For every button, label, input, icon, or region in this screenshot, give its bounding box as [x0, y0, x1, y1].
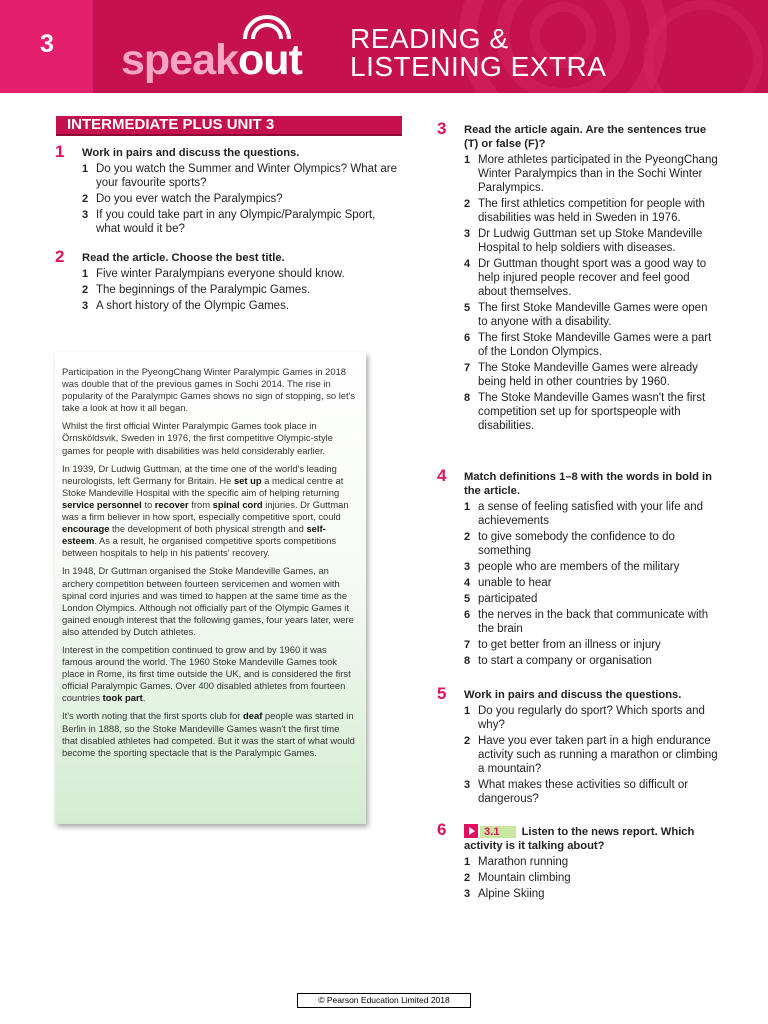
list-item: 3 Alpine Skiing [464, 888, 545, 900]
exercise-4-number: 4 [437, 466, 447, 485]
logo-arcs-icon [237, 13, 297, 41]
list-item: 1 More athletes participated in the PyeongChang Winter Paralympics than in the Sochi Winter Paralympics. [464, 154, 718, 194]
exercise-6 [464, 824, 718, 901]
list-item: 3 Dr Ludwig Guttman set up Stoke Mandeville Hospital to help soldiers with diseases. [464, 228, 703, 254]
play-audio-icon[interactable] [464, 824, 478, 838]
bold-word: spinal cord [212, 498, 263, 510]
list-item: 2 The first athletics competition for people with disabilities was held in Sweden in 1976. [464, 198, 705, 224]
logo-speak: speak [121, 36, 238, 84]
exercise-2-number: 2 [55, 247, 65, 266]
list-item: 6 The first Stoke Mandeville Games were a part of the London Olympics. [464, 332, 712, 358]
list-item: 1 Do you watch the Summer and Winter Olympics? What are your favourite sports? [82, 163, 398, 189]
bold-word: deaf [243, 710, 263, 722]
bold-word: recover [154, 498, 189, 510]
unit-number-box [0, 0, 93, 93]
exercise-6-number: 6 [437, 820, 447, 839]
bold-word: took part [102, 692, 143, 704]
list-item: 2 Mountain climbing [464, 872, 571, 884]
page-title [350, 25, 606, 81]
article-paragraph: It's worth noting that the first sports club for deaf people was started in Berlin in 1888, so the Stoke Mandeville Games wasn't the first time that disabled athletes had competed. But it was the start of what would become the sporting spectacle that is the Paralympic Games. [62, 710, 355, 758]
list-item: 4 unable to hear [464, 577, 552, 589]
list-item: 7 The Stoke Mandeville Games were already being held in other countries by 1960. [464, 362, 698, 388]
exercise-3-instruction: Read the article again. Are the sentences true (T) or false (F)? [464, 124, 707, 150]
bold-word: encourage [62, 523, 110, 535]
article-box [55, 352, 366, 824]
list-item: 4 Dr Guttman thought sport was a good way to help injured people recover and feel good about themselves. [464, 258, 707, 298]
list-item: 3 If you could take part in any Olympic/Paralympic Sport, what would it be? [82, 209, 376, 235]
exercise-5-instruction: Work in pairs and discuss the questions. [464, 689, 682, 701]
logo-out: out [237, 36, 302, 84]
title-line-2: LISTENING EXTRA [350, 51, 607, 82]
exercise-2 [82, 251, 402, 313]
copyright-footer: © Pearson Education Limited 2018 [297, 993, 471, 1008]
title-line-1: READING & [350, 23, 509, 54]
bold-word: service personnel [62, 498, 142, 510]
exercise-4-instruction: Match definitions 1–8 with the words in bold in the article. [464, 471, 712, 497]
bold-word: set up [233, 474, 262, 486]
list-item: 1 Marathon running [464, 856, 569, 868]
speakout-logo [121, 36, 302, 85]
exercise-6-instruction: 3.1 Listen to the news report. Which activity is it talking about? [464, 826, 695, 852]
list-item: 8 to start a company or organisation [464, 655, 652, 667]
list-item: 8 The Stoke Mandeville Games wasn't the first competition set up for sportspeople with disabilities. [464, 392, 706, 432]
exercise-4 [464, 470, 718, 668]
bold-word: self-esteem [62, 523, 326, 547]
exercise-1-number: 1 [55, 142, 65, 161]
article-paragraph: Interest in the competition continued to grow and by 1960 it was famous around the world. The 1960 Stoke Mandeville Games took place in Rome, its first time outside the UK, and is considered the first official Paralympic Games. Over 400 disabled athletes from fourteen countries took part. [62, 643, 351, 704]
list-item: 2 The beginnings of the Paralympic Games. [82, 284, 311, 296]
article-paragraph: Participation in the PyeongChang Winter Paralympic Games in 2018 was double that of the previous games in Sochi 2014. The rise in popularity of the Paralympic Games shows no sign of stopping, so let's take a look at how it all began. [62, 366, 356, 414]
exercise-2-instruction: Read the article. Choose the best title. [82, 252, 285, 264]
list-item: 1 Five winter Paralympians everyone should know. [82, 268, 345, 280]
exercise-5-number: 5 [437, 684, 447, 703]
article-paragraph: In 1939, Dr Ludwig Guttman, at the time one of the world's leading neurologists, left Germany for Britain. He set up a medical centre at Stoke Mandeville Hospital with the specific aim of helping returning service personnel to recover from spinal cord injuries. Dr Guttman was a firm believer in how sport, especially competitive sport, could encourage the development of both physical strength and self-esteem. As a result, he organised competitive sports competitions between hospitals to help in his patients' recovery. [62, 462, 349, 559]
exercise-3-number: 3 [437, 119, 447, 138]
list-item: 5 participated [464, 593, 538, 605]
page-header [0, 0, 768, 93]
exercise-1 [82, 146, 402, 236]
unit-banner [56, 116, 402, 136]
list-item: 2 Do you ever watch the Paralympics? [82, 193, 283, 205]
unit-number: 3 [40, 30, 54, 58]
article-paragraph: In 1948, Dr Guttman organised the Stoke Mandeville Games, an archery competition between fourteen servicemen and women with spinal cord injuries and was timed to happen at the same time as the London Olympics. Although not officially part of the Olympic Games it gained enough interest that the following games, four years later, were also attended by Dutch athletes. [62, 565, 354, 637]
article-paragraph: Whilst the first official Winter Paralympic Games took place in Örnsköldsvik, Sweden in 1976, the first competitive Olympic-style games for people with disabilities was held considerably earlier. [62, 420, 333, 456]
list-item: 3 people who are members of the military [464, 561, 680, 573]
exercise-5 [464, 688, 718, 806]
list-item: 5 The first Stoke Mandeville Games were open to anyone with a disability. [464, 302, 708, 328]
list-item: 1 Do you regularly do sport? Which sports and why? [464, 705, 705, 731]
list-item: 3 A short history of the Olympic Games. [82, 300, 290, 312]
list-item: 2 Have you ever taken part in a high endurance activity such as running a marathon or climbing a mountain? [464, 735, 718, 775]
list-item: 1 a sense of feeling satisfied with your life and achievements [464, 501, 704, 527]
list-item: 3 What makes these activities so difficult or dangerous? [464, 779, 689, 805]
unit-banner-text: INTERMEDIATE PLUS UNIT 3 [67, 116, 275, 133]
exercise-3 [464, 123, 718, 433]
list-item: 6 the nerves in the back that communicate with the brain [464, 609, 709, 635]
exercise-1-instruction: Work in pairs and discuss the questions. [82, 147, 300, 159]
audio-track-number[interactable]: 3.1 [480, 826, 516, 838]
list-item: 2 to give somebody the confidence to do something [464, 531, 675, 557]
list-item: 7 to get better from an illness or injury [464, 639, 661, 651]
